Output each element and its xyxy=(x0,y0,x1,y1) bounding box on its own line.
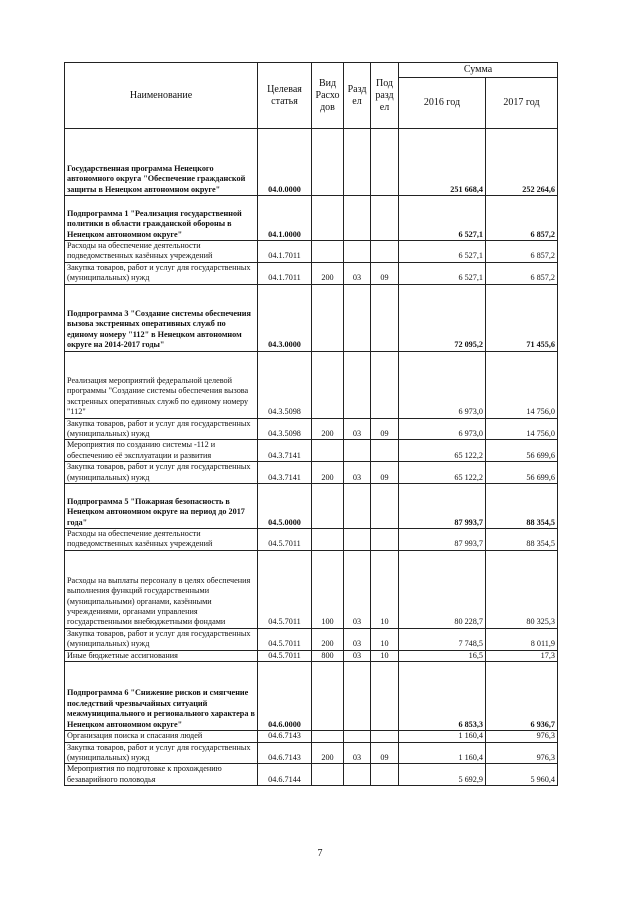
row-subsection xyxy=(371,284,399,351)
row-name: Мероприятия по подготовке к прохождению безаварийного половодья xyxy=(65,764,258,786)
budget-table-container xyxy=(64,62,558,786)
row-name: Закупка товаров, работ и услуг для государственных (муниципальных) нужд xyxy=(65,262,258,284)
row-section: 03 xyxy=(344,628,371,650)
row-amount-2017: 976,3 xyxy=(486,742,558,764)
row-amount-2016: 87 993,7 xyxy=(399,484,486,529)
row-amount-2017: 6 857,2 xyxy=(486,196,558,241)
row-section: 03 xyxy=(344,650,371,661)
row-expense-type xyxy=(312,484,344,529)
row-target-article: 04.6.0000 xyxy=(258,662,312,731)
row-amount-2017: 6 936,7 xyxy=(486,662,558,731)
row-target-article: 04.3.7141 xyxy=(258,440,312,462)
row-subsection: 09 xyxy=(371,462,399,484)
row-expense-type: 100 xyxy=(312,550,344,628)
row-amount-2016: 5 692,9 xyxy=(399,764,486,786)
table-row xyxy=(65,550,558,628)
row-subsection: 10 xyxy=(371,550,399,628)
row-amount-2017: 88 354,5 xyxy=(486,484,558,529)
row-expense-type xyxy=(312,662,344,731)
row-target-article: 04.1.7011 xyxy=(258,241,312,263)
row-section: 03 xyxy=(344,262,371,284)
row-section xyxy=(344,662,371,731)
row-amount-2016: 6 527,1 xyxy=(399,196,486,241)
page-number: 7 xyxy=(317,848,323,859)
budget-table xyxy=(64,62,558,786)
row-name: Организация поиска и спасания людей xyxy=(65,731,258,742)
table-row xyxy=(65,440,558,462)
row-section xyxy=(344,764,371,786)
row-expense-type xyxy=(312,440,344,462)
row-target-article: 04.3.7141 xyxy=(258,462,312,484)
row-amount-2016: 87 993,7 xyxy=(399,529,486,551)
row-name: Иные бюджетные ассигнования xyxy=(65,650,258,661)
row-amount-2016: 6 853,3 xyxy=(399,662,486,731)
row-subsection xyxy=(371,440,399,462)
row-name: Государственная программа Ненецкого автономного округа "Обеспечение гражданской защиты в Ненецком автономном округе" xyxy=(65,129,258,196)
row-name: Закупка товаров, работ и услуг для государственных (муниципальных) нужд xyxy=(65,418,258,440)
row-target-article: 04.5.7011 xyxy=(258,650,312,661)
row-expense-type: 200 xyxy=(312,462,344,484)
row-amount-2016: 65 122,2 xyxy=(399,462,486,484)
row-target-article: 04.5.0000 xyxy=(258,484,312,529)
row-amount-2016: 72 095,2 xyxy=(399,284,486,351)
row-expense-type xyxy=(312,731,344,742)
row-section xyxy=(344,241,371,263)
row-amount-2016: 1 160,4 xyxy=(399,742,486,764)
row-name: Расходы на выплаты персоналу в целях обеспечения выполнения функций государственными (муниципальными) органами, казёнными учреждениями, органами управления государственными внебюджетными фондами xyxy=(65,550,258,628)
row-section xyxy=(344,351,371,418)
row-target-article: 04.6.7143 xyxy=(258,742,312,764)
table-row xyxy=(65,662,558,731)
row-section xyxy=(344,129,371,196)
row-amount-2017: 252 264,6 xyxy=(486,129,558,196)
row-name: Подпрограмма 5 "Пожарная безопасность в Ненецком автономном округе на период до 2017 года" xyxy=(65,484,258,529)
header-year-2016: 2016 год xyxy=(399,78,486,129)
header-subsection: Под разд ел xyxy=(371,63,399,129)
row-target-article: 04.5.7011 xyxy=(258,628,312,650)
header-section: Разд ел xyxy=(344,63,371,129)
row-amount-2017: 8 011,9 xyxy=(486,628,558,650)
row-expense-type: 800 xyxy=(312,650,344,661)
row-section xyxy=(344,731,371,742)
table-row xyxy=(65,484,558,529)
table-row xyxy=(65,462,558,484)
row-section: 03 xyxy=(344,742,371,764)
row-amount-2017: 56 699,6 xyxy=(486,440,558,462)
row-name: Реализация мероприятий федеральной целевой программы "Создание системы обеспечения вызова экстренных оперативных служб по единому номеру "112" xyxy=(65,351,258,418)
row-expense-type: 200 xyxy=(312,742,344,764)
row-name: Закупка товаров, работ и услуг для государственных (муниципальных) нужд xyxy=(65,462,258,484)
row-target-article: 04.3.0000 xyxy=(258,284,312,351)
row-amount-2016: 6 973,0 xyxy=(399,418,486,440)
table-row xyxy=(65,650,558,661)
row-section: 03 xyxy=(344,550,371,628)
row-target-article: 04.5.7011 xyxy=(258,529,312,551)
row-amount-2017: 6 857,2 xyxy=(486,262,558,284)
row-subsection: 10 xyxy=(371,628,399,650)
row-amount-2017: 14 756,0 xyxy=(486,351,558,418)
table-row xyxy=(65,196,558,241)
row-expense-type: 200 xyxy=(312,418,344,440)
row-amount-2017: 88 354,5 xyxy=(486,529,558,551)
row-subsection xyxy=(371,241,399,263)
row-expense-type: 200 xyxy=(312,262,344,284)
row-target-article: 04.5.7011 xyxy=(258,550,312,628)
row-section xyxy=(344,440,371,462)
row-name: Подпрограмма 6 "Снижение рисков и смягчение последствий чрезвычайных ситуаций межмуниципального и регионального характера в Ненецком автономном округе" xyxy=(65,662,258,731)
row-target-article: 04.3.5098 xyxy=(258,351,312,418)
header-name: Наименование xyxy=(65,63,258,129)
header-expense-type: Вид Расхо дов xyxy=(312,63,344,129)
header-target-article: Целевая статья xyxy=(258,63,312,129)
row-amount-2016: 65 122,2 xyxy=(399,440,486,462)
row-amount-2017: 5 960,4 xyxy=(486,764,558,786)
row-name: Расходы на обеспечение деятельности подведомственных казённых учреждений xyxy=(65,241,258,263)
table-row xyxy=(65,241,558,263)
table-row xyxy=(65,764,558,786)
table-row xyxy=(65,529,558,551)
row-name: Мероприятия по созданию системы -112 и обеспечению её эксплуатации и развития xyxy=(65,440,258,462)
row-section: 03 xyxy=(344,462,371,484)
row-target-article: 04.1.0000 xyxy=(258,196,312,241)
row-name: Закупка товаров, работ и услуг для государственных (муниципальных) нужд xyxy=(65,742,258,764)
row-amount-2017: 17,3 xyxy=(486,650,558,661)
row-subsection xyxy=(371,351,399,418)
row-section xyxy=(344,529,371,551)
row-subsection xyxy=(371,196,399,241)
row-amount-2016: 7 748,5 xyxy=(399,628,486,650)
row-amount-2016: 16,5 xyxy=(399,650,486,661)
table-row xyxy=(65,731,558,742)
row-target-article: 04.1.7011 xyxy=(258,262,312,284)
row-section xyxy=(344,484,371,529)
row-target-article: 04.0.0000 xyxy=(258,129,312,196)
row-section xyxy=(344,196,371,241)
row-name: Подпрограмма 1 "Реализация государственной политики в области гражданской обороны в Ненецком автономном округе" xyxy=(65,196,258,241)
row-subsection xyxy=(371,731,399,742)
row-expense-type xyxy=(312,241,344,263)
table-row xyxy=(65,628,558,650)
row-expense-type xyxy=(312,284,344,351)
row-amount-2017: 71 455,6 xyxy=(486,284,558,351)
row-expense-type xyxy=(312,351,344,418)
row-amount-2016: 6 527,1 xyxy=(399,262,486,284)
row-amount-2017: 976,3 xyxy=(486,731,558,742)
row-subsection xyxy=(371,662,399,731)
row-section: 03 xyxy=(344,418,371,440)
row-expense-type: 200 xyxy=(312,628,344,650)
row-expense-type xyxy=(312,529,344,551)
header-sum: Сумма xyxy=(399,63,558,78)
row-section xyxy=(344,284,371,351)
row-expense-type xyxy=(312,196,344,241)
row-target-article: 04.3.5098 xyxy=(258,418,312,440)
table-row xyxy=(65,418,558,440)
table-row xyxy=(65,284,558,351)
row-subsection: 09 xyxy=(371,742,399,764)
row-amount-2016: 80 228,7 xyxy=(399,550,486,628)
table-row xyxy=(65,262,558,284)
row-expense-type xyxy=(312,764,344,786)
row-name: Подпрограмма 3 "Создание системы обеспечения вызова экстренных оперативных служб по единому номеру "112" в Ненецком автономном округе на 2014-2017 годы" xyxy=(65,284,258,351)
row-subsection xyxy=(371,529,399,551)
row-amount-2017: 14 756,0 xyxy=(486,418,558,440)
row-subsection xyxy=(371,484,399,529)
row-expense-type xyxy=(312,129,344,196)
row-amount-2016: 251 668,4 xyxy=(399,129,486,196)
row-amount-2017: 80 325,3 xyxy=(486,550,558,628)
table-row xyxy=(65,351,558,418)
row-name: Закупка товаров, работ и услуг для государственных (муниципальных) нужд xyxy=(65,628,258,650)
table-row xyxy=(65,742,558,764)
row-subsection xyxy=(371,129,399,196)
header-year-2017: 2017 год xyxy=(486,78,558,129)
row-subsection: 10 xyxy=(371,650,399,661)
row-amount-2016: 1 160,4 xyxy=(399,731,486,742)
table-row xyxy=(65,129,558,196)
row-amount-2017: 6 857,2 xyxy=(486,241,558,263)
row-subsection xyxy=(371,764,399,786)
row-subsection: 09 xyxy=(371,418,399,440)
row-amount-2016: 6 973,0 xyxy=(399,351,486,418)
row-target-article: 04.6.7144 xyxy=(258,764,312,786)
row-name: Расходы на обеспечение деятельности подведомственных казённых учреждений xyxy=(65,529,258,551)
row-amount-2017: 56 699,6 xyxy=(486,462,558,484)
row-subsection: 09 xyxy=(371,262,399,284)
row-target-article: 04.6.7143 xyxy=(258,731,312,742)
table-body xyxy=(65,129,558,786)
row-amount-2016: 6 527,1 xyxy=(399,241,486,263)
